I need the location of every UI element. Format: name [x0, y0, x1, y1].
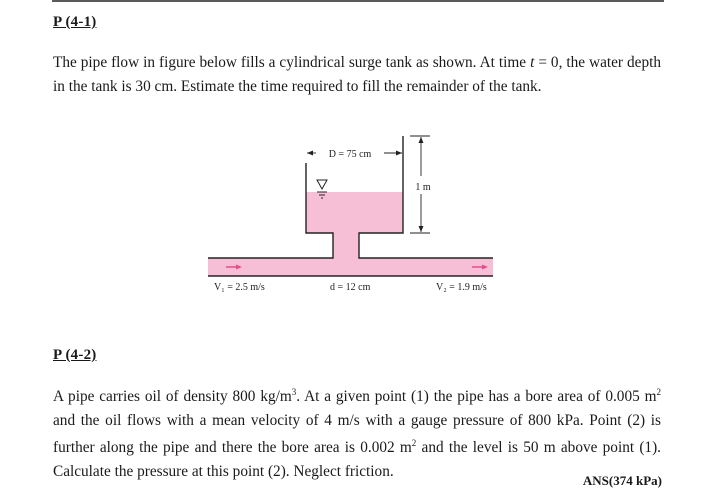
- tank-diameter-label: D = 75 cm: [328, 149, 372, 160]
- problem-2-heading: P (4-2): [53, 347, 97, 363]
- pipe-diameter-label: d = 12 cm: [330, 282, 371, 293]
- riser-water: [333, 232, 359, 258]
- tank-height-label: 1 m: [415, 182, 431, 193]
- problem-2-statement: A pipe carries oil of density 800 $kg/m^3$. At a given point (1) the pipe has a bore area of 0.005 $m^2$ and the oil flows with a mean velocity of 4 m/s with a gauge pressure of 800 kPa. Point (2) is further along the pipe and there the bore area is 0.002 $m^2$ and the level is 50 m above point (1). Calculate the pressure at this point (2). Neglect friction.: [53, 387, 661, 480]
- answer-label: ANS(374 kPa): [582, 473, 662, 488]
- pipe-water: [208, 258, 493, 276]
- inlet-velocity-label: V₁ = 2.5 m/s: [214, 282, 265, 293]
- problem-1-heading: P (4-1): [53, 14, 97, 30]
- outlet-velocity-label: V₂ = 1.9 m/s: [436, 282, 487, 293]
- water-surface-icon: [317, 180, 327, 189]
- problem-1-statement: The pipe flow in figure below fills a cylindrical surge tank as shown. At time t = 0, the water depth in the tank is 30 cm. Estimate the time required to fill the remainder of the tank.: [53, 54, 661, 95]
- tank-water: [306, 192, 403, 233]
